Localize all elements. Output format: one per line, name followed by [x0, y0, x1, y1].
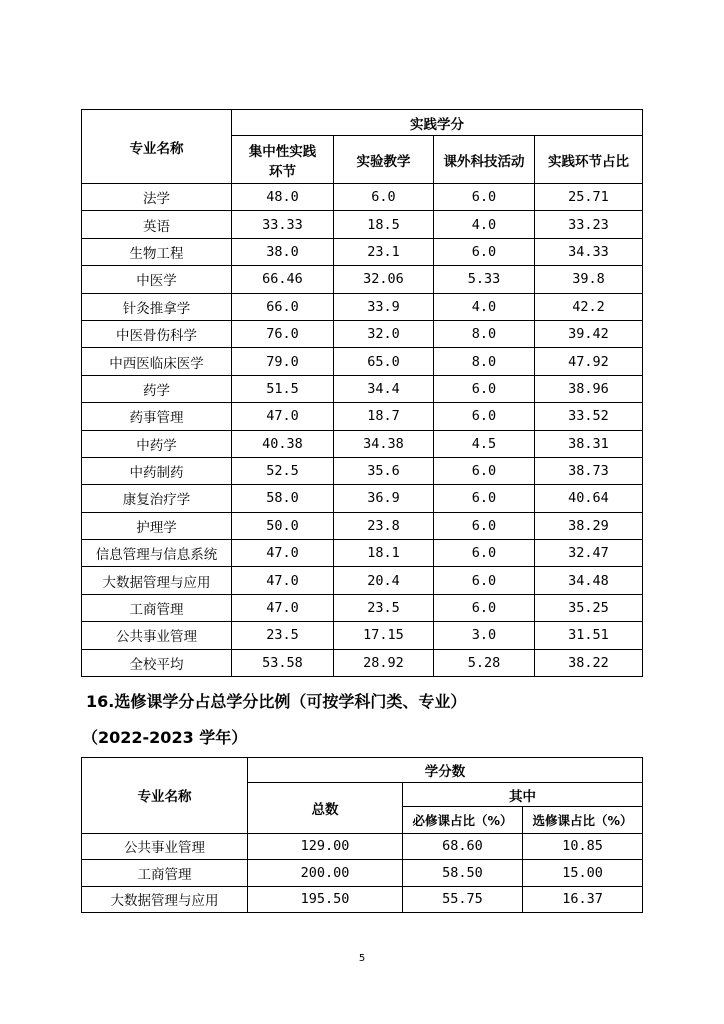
practice-ratio-cell: 25.71 [535, 184, 643, 211]
table-row [82, 211, 643, 238]
focused-practice-cell: 76.0 [232, 320, 334, 347]
major-cell: 中医骨伤科学 [82, 320, 232, 347]
experiment-cell: 18.1 [334, 540, 434, 567]
major-cell: 公共事业管理 [82, 833, 248, 860]
major-cell: 中药学 [82, 430, 232, 457]
focused-practice-cell: 79.0 [232, 348, 334, 375]
major-cell: 药学 [82, 375, 232, 402]
major-cell: 中西医临床医学 [82, 348, 232, 375]
focused-practice-cell: 66.46 [232, 266, 334, 293]
extracurricular-cell: 6.0 [434, 594, 535, 621]
major-cell: 法学 [82, 184, 232, 211]
extracurricular-cell: 6.0 [434, 184, 535, 211]
table-row [82, 266, 643, 293]
extracurricular-cell: 6.0 [434, 540, 535, 567]
major-cell: 信息管理与信息系统 [82, 540, 232, 567]
experiment-cell: 28.92 [334, 649, 434, 676]
focused-practice-cell: 23.5 [232, 622, 334, 649]
elective-ratio-cell: 16.37 [523, 886, 643, 913]
elective-ratio-cell: 10.85 [523, 833, 643, 860]
table-row [82, 540, 643, 567]
experiment-cell: 23.8 [334, 512, 434, 539]
extracurricular-cell: 5.33 [434, 266, 535, 293]
extracurricular-cell: 6.0 [434, 457, 535, 484]
page-number: 5 [358, 953, 366, 964]
extracurricular-cell: 3.0 [434, 622, 535, 649]
experiment-cell: 17.15 [334, 622, 434, 649]
section-16-heading: 16.选修课学分占总学分比例（可按学科门类、专业） [86, 692, 467, 711]
experiment-cell: 34.4 [334, 375, 434, 402]
major-cell: 药事管理 [82, 403, 232, 430]
table-row [82, 348, 643, 375]
focused-practice-cell: 52.5 [232, 457, 334, 484]
experiment-cell: 23.5 [334, 594, 434, 621]
required-ratio-cell: 55.75 [403, 886, 523, 913]
experiment-cell: 65.0 [334, 348, 434, 375]
practice-ratio-cell: 33.23 [535, 211, 643, 238]
major-cell: 大数据管理与应用 [82, 567, 232, 594]
sub-group-header-among: 其中 [403, 783, 643, 807]
focused-practice-cell: 51.5 [232, 375, 334, 402]
total-credits-cell: 129.00 [248, 833, 403, 860]
major-cell: 工商管理 [82, 860, 248, 887]
col-header-focused-practice: 集中性实践环节 [232, 136, 334, 184]
practice-ratio-cell: 38.31 [535, 430, 643, 457]
extracurricular-cell: 4.5 [434, 430, 535, 457]
table-row [82, 430, 643, 457]
practice-ratio-cell: 33.52 [535, 403, 643, 430]
experiment-cell: 6.0 [334, 184, 434, 211]
practice-credits-table [81, 109, 643, 677]
major-cell: 工商管理 [82, 594, 232, 621]
focused-practice-cell: 33.33 [232, 211, 334, 238]
table-row [82, 594, 643, 621]
table-row [82, 403, 643, 430]
col-header-elective-ratio: 选修课占比（%） [523, 807, 643, 834]
practice-ratio-cell: 38.73 [535, 457, 643, 484]
col-header-experiment: 实验教学 [334, 136, 434, 184]
experiment-cell: 32.0 [334, 320, 434, 347]
focused-practice-cell: 47.0 [232, 540, 334, 567]
extracurricular-cell: 8.0 [434, 320, 535, 347]
extracurricular-cell: 4.0 [434, 293, 535, 320]
table-row [82, 293, 643, 320]
col-header-practice-ratio: 实践环节占比 [535, 136, 643, 184]
col-header-total: 总数 [248, 783, 403, 834]
col-header-major: 专业名称 [82, 110, 232, 184]
experiment-cell: 20.4 [334, 567, 434, 594]
practice-ratio-cell: 42.2 [535, 293, 643, 320]
practice-ratio-cell: 38.22 [535, 649, 643, 676]
focused-practice-cell: 50.0 [232, 512, 334, 539]
practice-ratio-cell: 32.47 [535, 540, 643, 567]
major-cell: 大数据管理与应用 [82, 886, 248, 913]
table-row [82, 485, 643, 512]
experiment-cell: 18.5 [334, 211, 434, 238]
experiment-cell: 32.06 [334, 266, 434, 293]
table-row [82, 512, 643, 539]
major-cell: 英语 [82, 211, 232, 238]
extracurricular-cell: 6.0 [434, 375, 535, 402]
major-cell: 护理学 [82, 512, 232, 539]
practice-ratio-cell: 39.8 [535, 266, 643, 293]
experiment-cell: 23.1 [334, 238, 434, 265]
focused-practice-cell: 47.0 [232, 594, 334, 621]
major-cell: 生物工程 [82, 238, 232, 265]
extracurricular-cell: 8.0 [434, 348, 535, 375]
table-row [82, 567, 643, 594]
practice-ratio-cell: 31.51 [535, 622, 643, 649]
total-credits-cell: 200.00 [248, 860, 403, 887]
experiment-cell: 34.38 [334, 430, 434, 457]
experiment-cell: 33.9 [334, 293, 434, 320]
experiment-cell: 18.7 [334, 403, 434, 430]
group-header-credits: 学分数 [248, 758, 643, 783]
practice-ratio-cell: 35.25 [535, 594, 643, 621]
col-header-extracurricular: 课外科技活动 [434, 136, 535, 184]
group-header-practice-credits: 实践学分 [232, 110, 643, 136]
focused-practice-cell: 58.0 [232, 485, 334, 512]
table-row [82, 622, 643, 649]
experiment-cell: 36.9 [334, 485, 434, 512]
practice-ratio-cell: 34.33 [535, 238, 643, 265]
practice-ratio-cell: 38.96 [535, 375, 643, 402]
extracurricular-cell: 6.0 [434, 567, 535, 594]
table-row [82, 238, 643, 265]
experiment-cell: 35.6 [334, 457, 434, 484]
practice-ratio-cell: 39.42 [535, 320, 643, 347]
practice-ratio-cell: 38.29 [535, 512, 643, 539]
table-row [82, 320, 643, 347]
focused-practice-cell: 47.0 [232, 567, 334, 594]
table-row [82, 649, 643, 676]
required-ratio-cell: 58.50 [403, 860, 523, 887]
focused-practice-cell: 47.0 [232, 403, 334, 430]
elective-ratio-table [81, 757, 643, 913]
col-header-major: 专业名称 [82, 758, 248, 834]
major-cell: 全校平均 [82, 649, 232, 676]
required-ratio-cell: 68.60 [403, 833, 523, 860]
table-row [82, 457, 643, 484]
focused-practice-cell: 66.0 [232, 293, 334, 320]
col-header-required-ratio: 必修课占比（%） [403, 807, 523, 834]
major-cell: 康复治疗学 [82, 485, 232, 512]
extracurricular-cell: 4.0 [434, 211, 535, 238]
focused-practice-cell: 38.0 [232, 238, 334, 265]
major-cell: 中医学 [82, 266, 232, 293]
practice-ratio-cell: 47.92 [535, 348, 643, 375]
extracurricular-cell: 6.0 [434, 238, 535, 265]
extracurricular-cell: 6.0 [434, 485, 535, 512]
focused-practice-cell: 53.58 [232, 649, 334, 676]
table-row [82, 184, 643, 211]
academic-year-heading: （2022-2023 学年） [82, 728, 248, 747]
extracurricular-cell: 6.0 [434, 403, 535, 430]
table-row [82, 886, 643, 913]
extracurricular-cell: 6.0 [434, 512, 535, 539]
focused-practice-cell: 40.38 [232, 430, 334, 457]
major-cell: 公共事业管理 [82, 622, 232, 649]
total-credits-cell: 195.50 [248, 886, 403, 913]
table-row [82, 833, 643, 860]
major-cell: 中药制药 [82, 457, 232, 484]
major-cell: 针灸推拿学 [82, 293, 232, 320]
elective-ratio-cell: 15.00 [523, 860, 643, 887]
table-row [82, 375, 643, 402]
table-row [82, 860, 643, 887]
practice-ratio-cell: 40.64 [535, 485, 643, 512]
focused-practice-cell: 48.0 [232, 184, 334, 211]
practice-ratio-cell: 34.48 [535, 567, 643, 594]
extracurricular-cell: 5.28 [434, 649, 535, 676]
